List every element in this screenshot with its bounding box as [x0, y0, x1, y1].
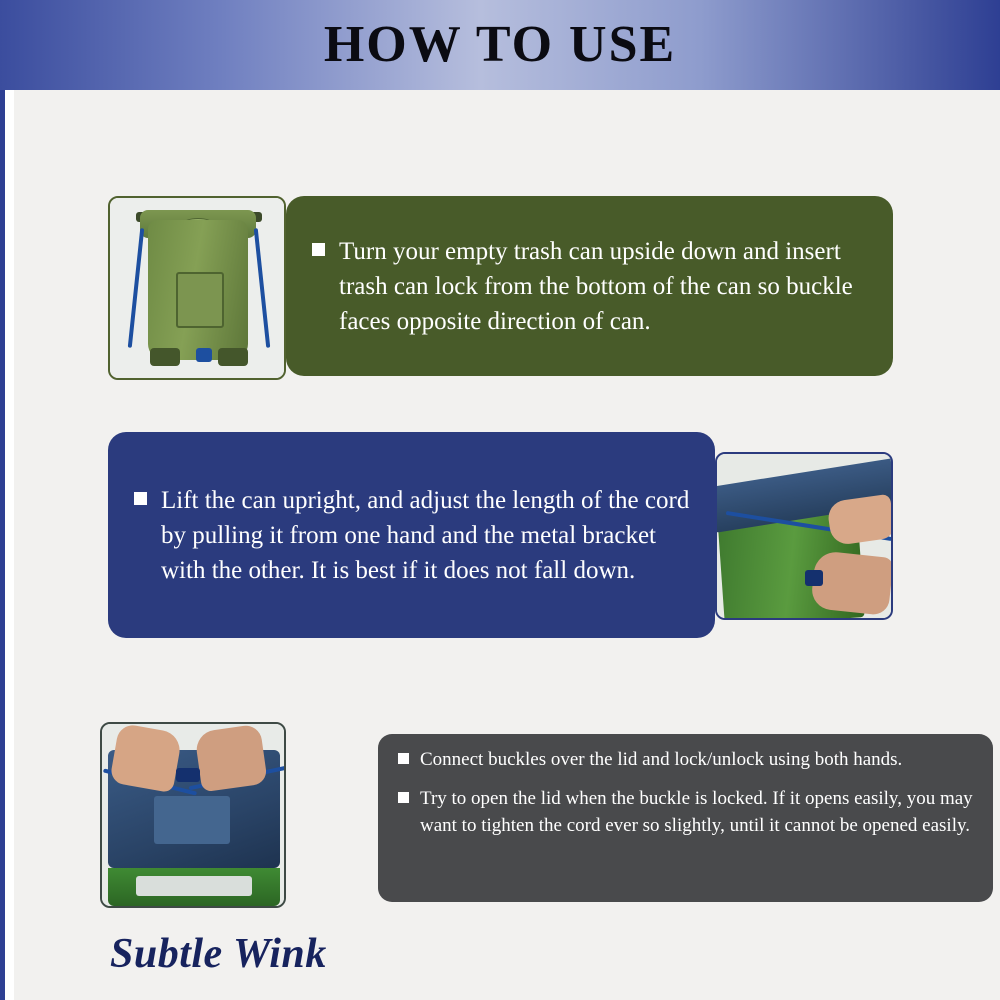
- step-card-2: [108, 432, 893, 642]
- step-1-bullet-1: [312, 234, 867, 339]
- step-2-image: [715, 452, 893, 620]
- step-3-bullet-1-text: Connect buckles over the lid and lock/unlock using both hands.: [420, 749, 903, 770]
- bullet-square-icon: [398, 792, 409, 803]
- left-edge-stripe: [0, 90, 14, 1000]
- illustration-connecting-buckles: [102, 724, 284, 906]
- step-3-text-bubble: [378, 734, 993, 902]
- page-title: HOW TO USE: [323, 16, 677, 73]
- step-2-text-bubble: [108, 432, 715, 638]
- step-1-bullet-1-text: Turn your empty trash can upside down and insert trash can lock from the bottom of the can so buckle faces opposite direction of can.: [339, 237, 853, 335]
- step-2-bullet-1: [134, 483, 693, 588]
- page-header: [0, 0, 1000, 90]
- step-2-bullet-1-text: Lift the can upright, and adjust the length of the cord by pulling it from one hand and the metal bracket with the other. It is best if it does not fall down.: [161, 486, 690, 584]
- brand-name: Subtle Wink: [110, 931, 327, 977]
- step-3-image: [100, 722, 286, 908]
- step-3-bullet-2: [398, 785, 973, 839]
- illustration-trash-can-upside-down: [110, 198, 284, 378]
- step-card-3: [100, 722, 973, 908]
- bullet-square-icon: [398, 753, 409, 764]
- bullet-square-icon: [312, 243, 325, 256]
- illustration-adjusting-cord: [717, 454, 891, 618]
- bullet-square-icon: [134, 492, 147, 505]
- step-1-image: [108, 196, 286, 380]
- step-1-text-bubble: [286, 196, 893, 376]
- left-edge-accent: [0, 90, 5, 1000]
- step-3-bullet-2-text: Try to open the lid when the buckle is locked. If it opens easily, you may want to tighten the cord ever so slightly, until it cannot be opened easily.: [420, 788, 973, 836]
- step-card-1: [108, 196, 893, 380]
- step-3-bullet-1: [398, 746, 973, 773]
